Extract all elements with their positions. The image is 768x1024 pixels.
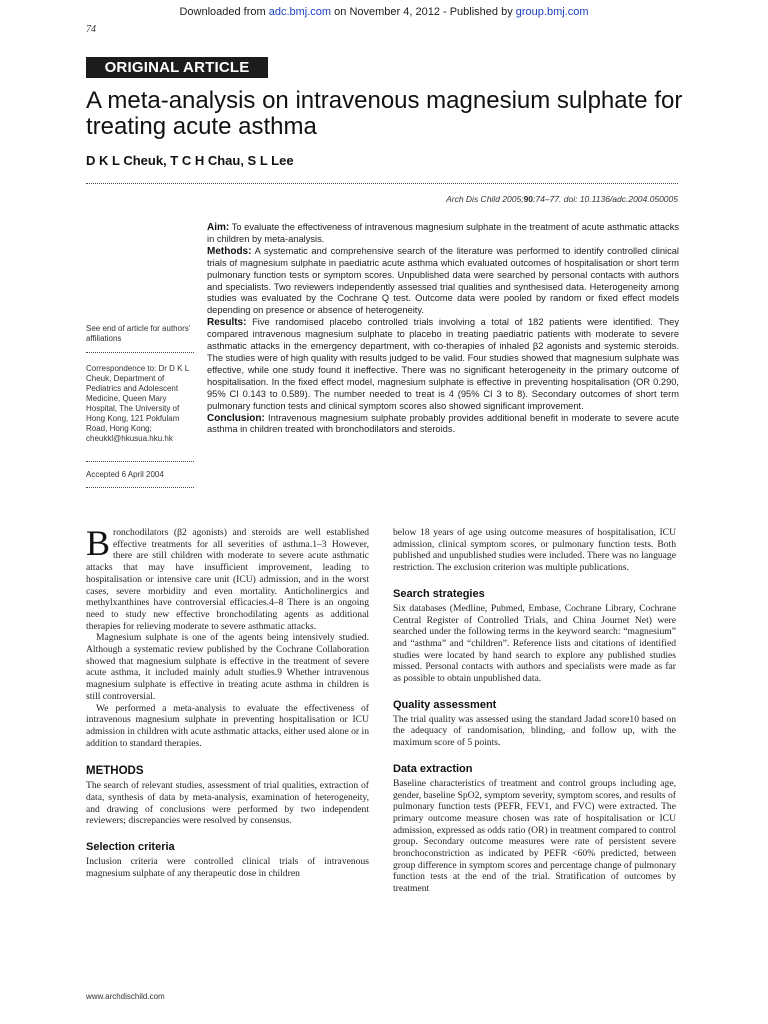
adc-link[interactable]: adc.bmj.com bbox=[268, 6, 332, 18]
group-link[interactable]: group.bmj.com bbox=[515, 6, 589, 18]
abstract-results-text: Five randomised placebo controlled trials involving a total of 182 patients were identified. They compared intravenous magnesium sulphate to placebo in treating paediatric patients with moderate to severe asthmatic attacks in the emergency department, with co-therapies of inhaled β2 agonists and systemic steroids. The studies were of high quality with results judged to be valid. Four studies showed that magnesium sulphate was effective, while one study found it ineffective. There was no significant heterogeneity in the primary outcome of hospitalisation. In the fixed effect model, magnesium sulphate is effective in preventing hospitalisation (OR 0.290, 95% CI 0.143 to 0.589). The number needed to treat is 4 (95% CI 3 to 8). Secondary outcomes of short term pulmonary function tests and clinical symptom scores also showed significant improvement. bbox=[207, 317, 679, 411]
intro-paragraph-1-text: ronchodilators (β2 agonists) and steroids are well established effective treatments for all severities of asthma.1–3 However, there are still children with moderate to severe acute asthmatic attacks that may have insufficient improvement, leading to hospitalisation or intensive care unit (ICU) admission, and in the worst cases, severe morbidity and even mortality. Anticholinergics and methylxanthines have controversial efficacies.4–8 There is an ongoing need to study new effective bronchodilating agents as additional therapies for relieving moderate to severe asthmatic attacks. bbox=[86, 527, 369, 632]
download-mid: on November 4, 2012 - Published by bbox=[331, 6, 516, 18]
abstract-methods-heading: Methods: bbox=[207, 245, 252, 257]
intro-paragraph-3: We performed a meta-analysis to evaluate the effectiveness of intravenous magnesium sulphate in preventing hospitalisation or ICU admission in children with acute asthmatic attacks, either used alone or in addition to standard therapies. bbox=[86, 702, 369, 749]
intro-paragraph-2: Magnesium sulphate is one of the agents being intensively studied. Although a systematic review published by the Cochrane Collaboration showed that magnesium sulphate is effective in the treatment of severe acute asthma, it included mainly adult studies.9 Whether intravenous magnesium sulphate is effective in treating acute asthma in children is still controversial. bbox=[86, 632, 369, 702]
selection-criteria-continued: below 18 years of age using outcome measures of hospitalisation, ICU admission, clinical symptom scores, or pulmonary function tests. Both published and unpublished studies were included. There was no language restriction. The exclusion criterion was multiple publications. bbox=[393, 527, 676, 574]
abstract-aim bbox=[207, 222, 679, 246]
abstract-conclusion-text: Intravenous magnesium sulphate probably provides additional benefit in moderate to severe acute asthma in children treated with bronchodilators and steroids. bbox=[207, 412, 679, 435]
abstract-results bbox=[207, 317, 679, 412]
correspondence-note: Correspondence to: Dr D K L Cheuk, Department of Pediatrics and Adolescent Medicine, Queen Mary Hospital, The University of Hong Kong, 121 Pokfulam Road, Hong Kong; cheukkl@hkusua.hku.hk bbox=[86, 364, 189, 443]
abstract-methods-text: A systematic and comprehensive search of the literature was performed to identify controlled clinical trials of magnesium sulphate in paediatric acute asthma which evaluated outcomes of hospitalisation or short term pulmonary function tests or symptom scores. Unpublished data were searched by personal contacts with authors and specialists. Two reviewers independently assessed trial qualities and synthesised data. Heterogeneity among studies was evaluated by the Cochrane Q test. Outcome data were pooled by random or fixed effect models depending on presence or absence of heterogeneity. bbox=[207, 245, 679, 316]
citation-rest: :74–77. doi: 10.1136/adc.2004.050005 bbox=[533, 194, 678, 204]
abstract-methods bbox=[207, 246, 679, 317]
citation-volume: 90 bbox=[523, 194, 534, 204]
affiliations-note: See end of article for authors' affiliations bbox=[86, 324, 191, 343]
search-strategies-paragraph: Six databases (Medline, Pubmed, Embase, Cochrane Library, Cochrane Central Register of Controlled Trials, and China Journet Net) were searched under the following terms in the keyword search: “magnesium” and “asthma” and “children”. Reference lists and citations of identified studies were located by hand search to explore any published studies missed. Personal contacts with authors and specialists were made as far as possible to obtain unpublished data. bbox=[393, 602, 676, 685]
article-type-label: ORIGINAL ARTICLE bbox=[86, 57, 268, 78]
intro-paragraph-1 bbox=[86, 523, 369, 632]
methods-heading: METHODS bbox=[86, 765, 144, 778]
sidebar-divider bbox=[86, 352, 194, 353]
selection-criteria-paragraph: Inclusion criteria were controlled clinical trials of intravenous magnesium sulphate of any therapeutic dose in children bbox=[86, 856, 369, 879]
header-divider bbox=[86, 183, 678, 184]
methods-paragraph: The search of relevant studies, assessment of trial qualities, extraction of data, synthesis of data by meta-analysis, examination of heterogeneity, and drawing of conclusions were performed by two independent reviewers; discrepancies were resolved by consensus. bbox=[86, 780, 369, 827]
body-column-right bbox=[393, 527, 676, 895]
download-prefix: Downloaded from bbox=[179, 6, 269, 18]
data-extraction-heading: Data extraction bbox=[393, 762, 473, 775]
quality-assessment-paragraph: The trial quality was assessed using the standard Jadad score10 based on the adequacy of randomisation, blinding, and follow up, with the maximum score of 5 points. bbox=[393, 713, 676, 749]
abstract-conclusion-heading: Conclusion: bbox=[207, 412, 265, 424]
download-notice bbox=[0, 6, 768, 18]
abstract bbox=[207, 222, 679, 436]
abstract-aim-heading: Aim: bbox=[207, 222, 230, 233]
citation-journal: Arch Dis Child bbox=[446, 194, 500, 204]
accepted-date: Accepted 6 April 2004 bbox=[86, 470, 164, 479]
footer-url[interactable]: www.archdischild.com bbox=[86, 992, 165, 1001]
selection-criteria-heading: Selection criteria bbox=[86, 841, 175, 854]
data-extraction-paragraph: Baseline characteristics of treatment and control groups including age, gender, baseline SpO2, symptom severity, symptom scores, and results of pulmonary function tests (PEFR, FEV1, and FVC) were extracted. The primary outcome measure chosen was rate of hospitalisation or ICU admission, expressed as odds ratio (OR) in treatment compared to control group. Secondary outcome measures were rate of persistent severe bronchoconstriction as indicated by PEFR <60% predicted, between group difference in symptom scores and percentage change of pulmonary function tests at the end of the trial. Stratification of outcomes by treatment bbox=[393, 777, 676, 895]
sidebar-divider bbox=[86, 487, 194, 488]
page-number: 74 bbox=[86, 24, 96, 35]
quality-assessment-heading: Quality assessment bbox=[393, 698, 497, 711]
abstract-results-heading: Results: bbox=[207, 317, 247, 329]
drop-cap: B bbox=[86, 523, 111, 563]
article-authors: D K L Cheuk, T C H Chau, S L Lee bbox=[86, 153, 294, 168]
abstract-conclusion bbox=[207, 413, 679, 437]
citation-year: 2005; bbox=[499, 194, 524, 204]
sidebar-divider bbox=[86, 461, 194, 462]
search-strategies-heading: Search strategies bbox=[393, 587, 485, 600]
body-column-left bbox=[86, 523, 369, 880]
article-title: A meta-analysis on intravenous magnesium sulphate for treating acute asthma bbox=[86, 87, 683, 140]
abstract-aim-text: To evaluate the effectiveness of intravenous magnesium sulphate in the treatment of acute asthmatic attacks in children by meta-analysis. bbox=[207, 222, 679, 244]
citation-line bbox=[446, 194, 678, 204]
